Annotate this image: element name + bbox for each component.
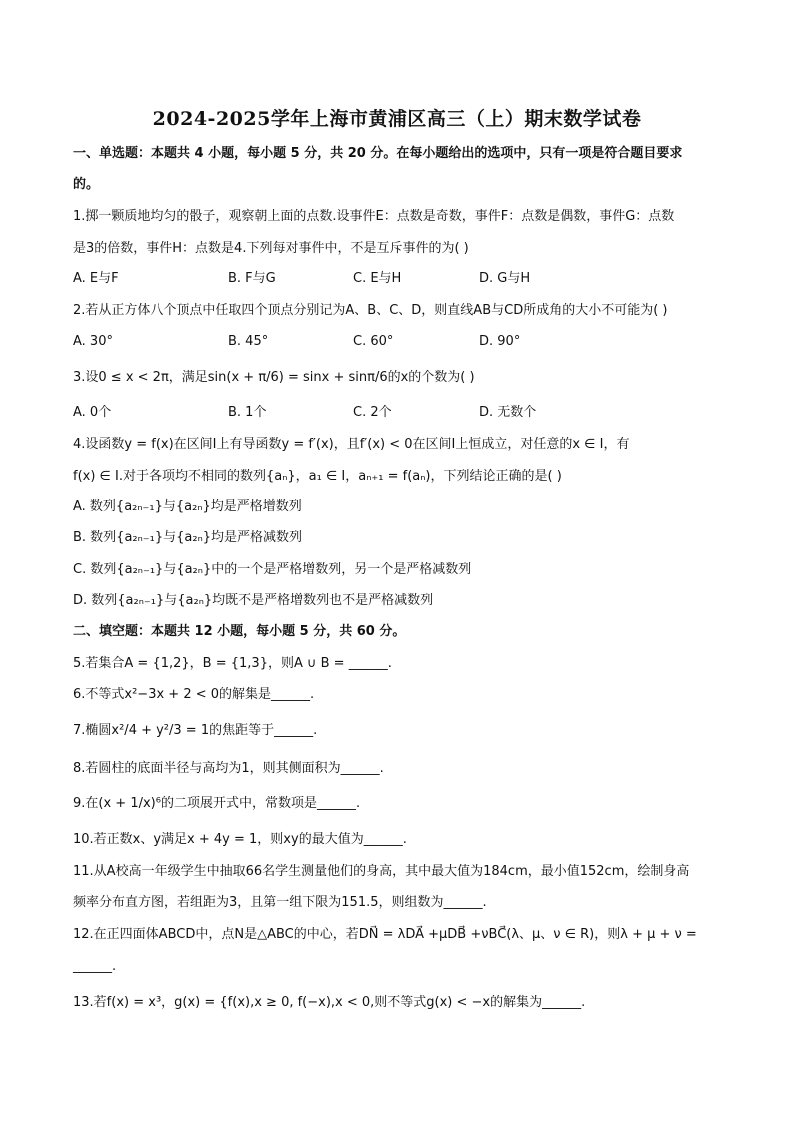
q4-stem-cont: f(x) ∈ I.对于各项均不相同的数列{aₙ}，a₁ ∈ I，aₙ₊₁ = f(aₙ)，下列结论正确的是( ) [73, 469, 562, 484]
q7: 7.椭圆x²/4 + y²/3 = 1的焦距等于______. [73, 723, 318, 738]
q9: 9.在(x + 1/x)⁶的二项展开式中，常数项是______. [73, 796, 361, 811]
q12-cont: ______. [73, 959, 117, 974]
q4-stem: 4.设函数y = f(x)在区间I上有导函数y = f′(x)，且f′(x) < 0在区间I上恒成立，对任意的x ∈ I，有 [73, 437, 630, 452]
q12: 12.在正四面体ABCD中，点N是△ABC的中心，若DN⃗ = λDA⃗ +μDB⃗ +νBC⃗(λ、μ、ν ∈ R)，则λ + μ + ν = [73, 927, 697, 942]
q10: 10.若正数x、y满足x + 4y = 1，则xy的最大值为______. [73, 832, 407, 847]
q4-option-a: A. 数列{a₂ₙ₋₁}与{a₂ₙ}均是严格增数列 [73, 499, 302, 514]
section2-header: 二、填空题：本题共 12 小题，每小题 5 分，共 60 分。 [73, 624, 406, 639]
q1-option-c: C. E与H [353, 271, 402, 286]
q1-option-d: D. G与H [479, 271, 531, 286]
q2-option-a: A. 30° [73, 334, 113, 349]
q5: 5.若集合A = {1,2}，B = {1,3}，则A ∪ B = ______. [73, 656, 392, 671]
q1-option-b: B. F与G [228, 271, 276, 286]
q2-option-d: D. 90° [479, 334, 521, 349]
q8: 8.若圆柱的底面半径与高均为1，则其侧面积为______. [73, 761, 384, 776]
q2-option-c: C. 60° [353, 334, 394, 349]
q1-stem-cont: 是3的倍数，事件H：点数是4.下列每对事件中，不是互斥事件的为( ) [73, 241, 469, 256]
q3-stem: 3.设0 ≤ x < 2π，满足sin(x + π/6) = sinx + sinπ/6的x的个数为( ) [73, 370, 475, 385]
q2-option-b: B. 45° [228, 334, 269, 349]
q1-option-a: A. E与F [73, 271, 119, 286]
q3-option-b: B. 1个 [228, 405, 267, 420]
q13: 13.若f(x) = x³，g(x) = {f(x),x ≥ 0, f(−x),x < 0,则不等式g(x) < −x的解集为______. [73, 995, 586, 1010]
q4-option-b: B. 数列{a₂ₙ₋₁}与{a₂ₙ}均是严格减数列 [73, 530, 303, 545]
q6: 6.不等式x²−3x + 2 < 0的解集是______. [73, 687, 315, 702]
q4-option-d: D. 数列{a₂ₙ₋₁}与{a₂ₙ}均既不是严格增数列也不是严格减数列 [73, 593, 434, 608]
q3-option-d: D. 无数个 [479, 405, 537, 420]
q11: 11.从A校高一年级学生中抽取66名学生测量他们的身高，其中最大值为184cm，最小值152cm，绘制身高 [73, 864, 690, 879]
page-title: 2024-2025学年上海市黄浦区高三（上）期末数学试卷 [152, 108, 642, 130]
q11-cont: 频率分布直方图，若组距为3，且第一组下限为151.5，则组数为______. [73, 895, 487, 910]
q3-option-c: C. 2个 [353, 405, 392, 420]
q1-stem: 1.掷一颗质地均匀的骰子，观察朝上面的点数.设事件E：点数是奇数，事件F：点数是偶数，事件G：点数 [73, 209, 675, 224]
section1-header-cont: 的。 [73, 177, 100, 192]
section1-header: 一、单选题：本题共 4 小题，每小题 5 分，共 20 分。在每小题给出的选项中，只有一项是符合题目要求 [73, 146, 683, 161]
q4-option-c: C. 数列{a₂ₙ₋₁}与{a₂ₙ}中的一个是严格增数列，另一个是严格减数列 [73, 562, 472, 577]
q3-option-a: A. 0个 [73, 405, 112, 420]
q2-stem: 2.若从正方体八个顶点中任取四个顶点分别记为A、B、C、D，则直线AB与CD所成角的大小不可能为( ) [73, 303, 668, 318]
